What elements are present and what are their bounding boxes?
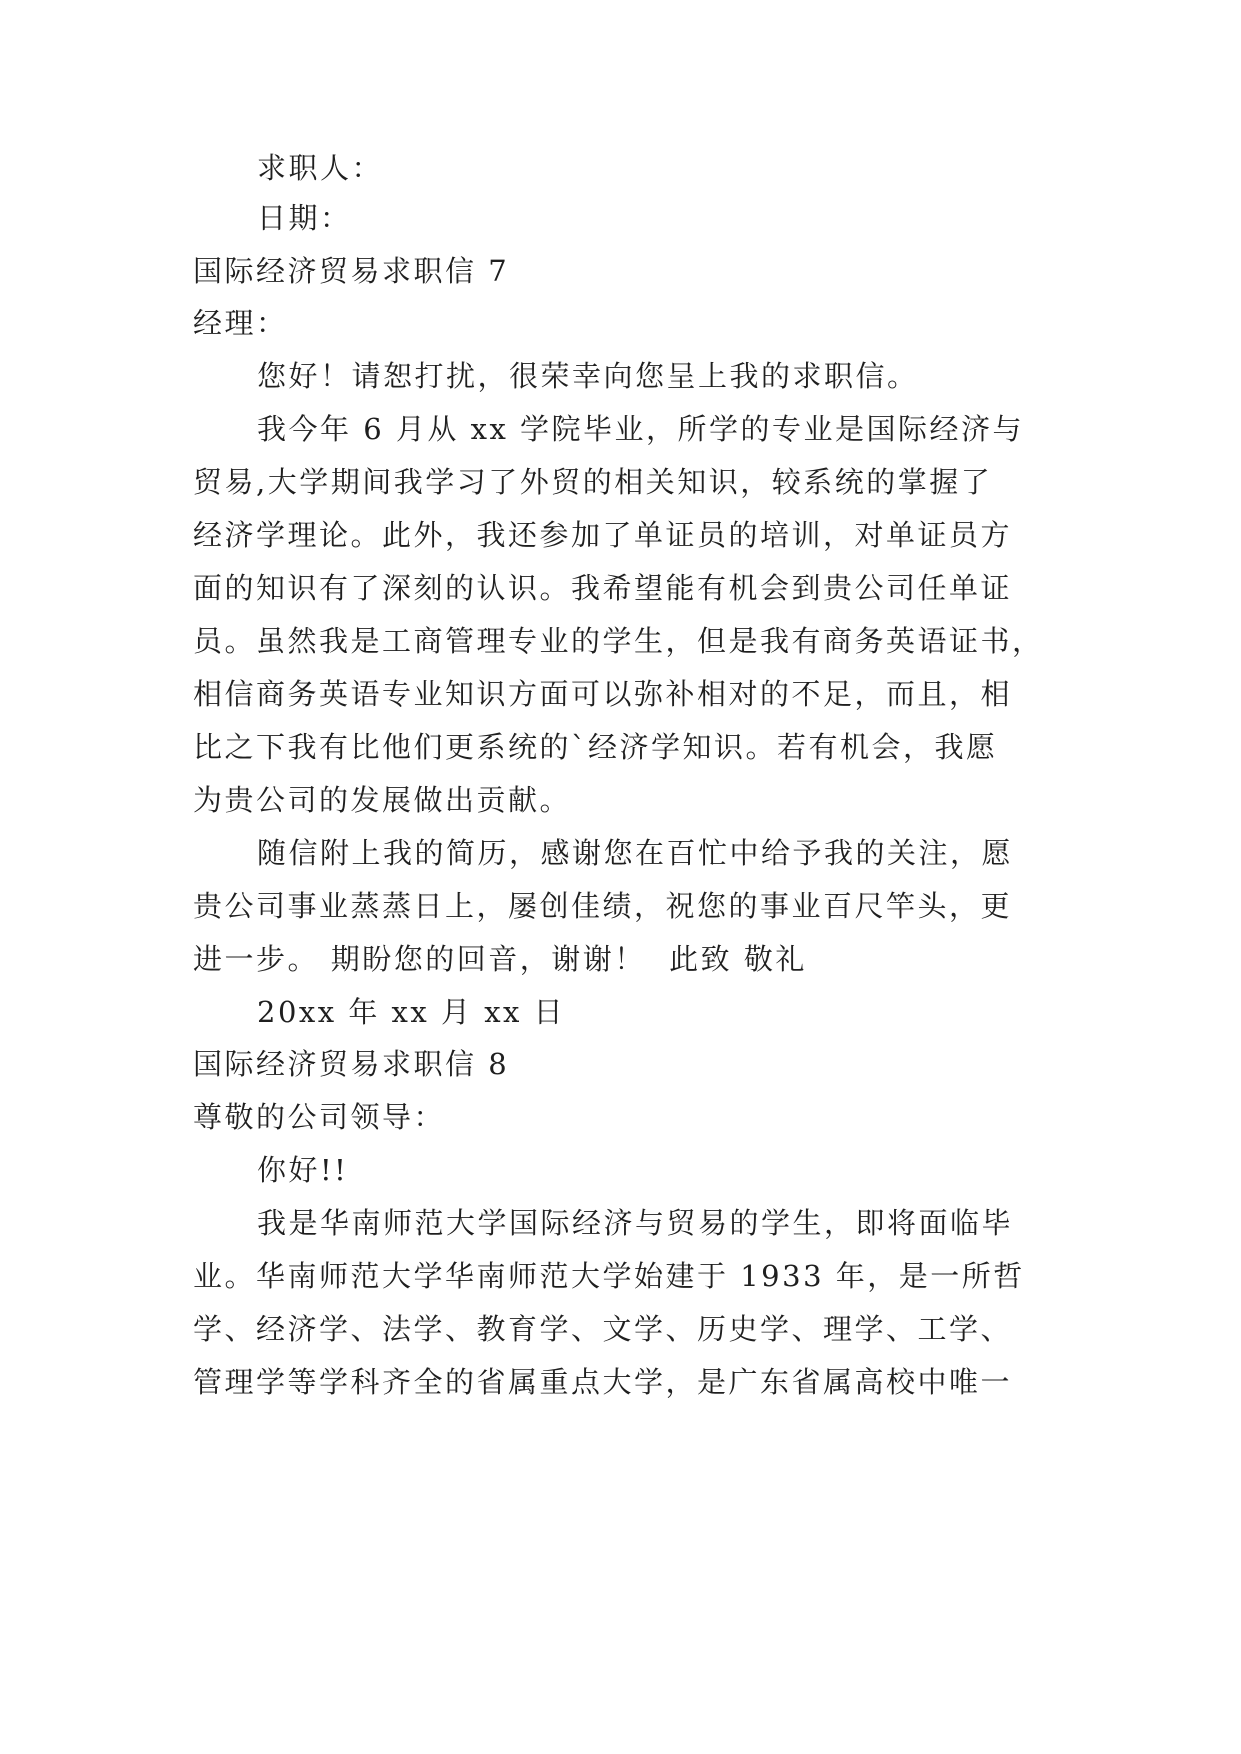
salutation-manager: 经理： bbox=[193, 306, 288, 340]
greeting-line: 您好！请恕打扰，很荣幸向您呈上我的求职信。 bbox=[257, 359, 919, 393]
letter-7-heading: 国际经济贸易求职信 7 bbox=[193, 254, 510, 288]
letter-date: 20xx 年 xx 月 xx 日 bbox=[257, 995, 566, 1029]
date-label: 日期： bbox=[257, 201, 352, 235]
body-line: 学、经济学、法学、教育学、文学、历史学、理学、工学、 bbox=[193, 1312, 1013, 1346]
salutation-leaders: 尊敬的公司领导： bbox=[193, 1100, 446, 1134]
letter-8-heading: 国际经济贸易求职信 8 bbox=[193, 1047, 510, 1081]
body-line: 为贵公司的发展做出贡献。 bbox=[193, 783, 572, 817]
applicant-label: 求职人： bbox=[257, 151, 384, 185]
body-line: 我是华南师范大学国际经济与贸易的学生，即将面临毕 bbox=[257, 1206, 1014, 1240]
closing-line: 进一步。 期盼您的回音，谢谢！ 此致 敬礼 bbox=[193, 942, 807, 976]
body-line: 我今年 6 月从 xx 学院毕业，所学的专业是国际经济与 bbox=[257, 412, 1025, 446]
body-line: 员。虽然我是工商管理专业的学生，但是我有商务英语证书， bbox=[193, 624, 1044, 658]
body-line: 经济学理论。此外，我还参加了单证员的培训，对单证员方 bbox=[193, 518, 1013, 552]
body-line: 随信附上我的简历，感谢您在百忙中给予我的关注，愿 bbox=[257, 836, 1014, 870]
body-line: 贸易,大学期间我学习了外贸的相关知识，较系统的掌握了 bbox=[193, 465, 993, 499]
body-line: 管理学等学科齐全的省属重点大学，是广东省属高校中唯一 bbox=[193, 1365, 1013, 1399]
body-line: 相信商务英语专业知识方面可以弥补相对的不足，而且，相 bbox=[193, 677, 1013, 711]
body-line: 比之下我有比他们更系统的`经济学知识。若有机会，我愿 bbox=[193, 730, 998, 764]
body-line: 业。华南师范大学华南师范大学始建于 1933 年，是一所哲 bbox=[193, 1259, 1025, 1293]
body-line: 面的知识有了深刻的认识。我希望能有机会到贵公司任单证 bbox=[193, 571, 1013, 605]
body-line: 贵公司事业蒸蒸日上，屡创佳绩，祝您的事业百尺竿头，更 bbox=[193, 889, 1013, 923]
greeting-line: 你好!! bbox=[257, 1153, 349, 1187]
